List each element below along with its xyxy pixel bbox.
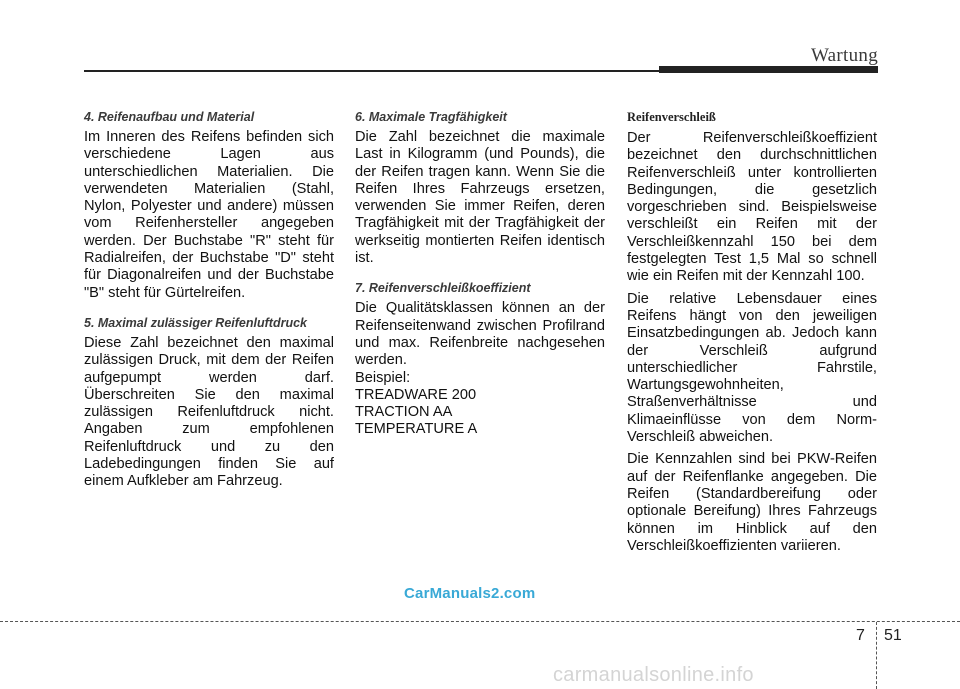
page-number: 51 (884, 627, 902, 644)
chapter-number: 7 (856, 627, 865, 644)
watermark-link[interactable]: CarManuals2.com (404, 585, 536, 602)
section-paragraph-7: Die Qualitätsklassen können an der Reifenseitenwand zwischen Profilrand und max. Reifenbreite nachgesehen werden. (355, 300, 605, 369)
footer-dashed-rule (0, 621, 960, 622)
example-temperature: TEMPERATURE A (355, 421, 478, 438)
section-paragraph-4: Im Inneren des Reifens befinden sich verschiedene Lagen aus unterschiedlichen Materialien. Die verwendeten Materialien (Stahl, Nylon, Polyester und andere) müssen vom Reifenhersteller angegeben werden. Der Buchstabe "R" steht für Radialreifen, der Buchstabe "D" steht für Diagonalreifen und der Buchstabe "B" steht für Gürtelreifen. (84, 129, 334, 301)
example-traction: TRACTION AA (355, 404, 453, 421)
example-label: Beispiel: (355, 369, 411, 386)
column-3 (627, 110, 877, 560)
wear-paragraph-2: Die relative Lebensdauer eines Reifens hängt von den jeweiligen Einsatzbedingungen ab. Jedoch kann der Verschleiß aufgrund unterschiedlicher Fahrstile, Wartungsgewohnheiten, Straßenverhältnisse und Klimaeinflüsse von dem Norm-Verschleiß abweichen. (627, 290, 877, 446)
section-paragraph-5: Diese Zahl bezeichnet den maximal zulässigen Druck, mit dem der Reifen aufgepumpt werden darf. Überschreiten Sie den maximal zulässigen Reifenluftdruck nicht. Angaben zum empfohlenen Reifenluftdruck und zu den Ladebedingungen finden Sie auf einem Aufkleber am Fahrzeug. (84, 334, 334, 490)
header-rule-thick (659, 66, 878, 73)
site-watermark: carmanualsonline.info (553, 664, 754, 686)
wear-paragraph-1: Der Reifenverschleißkoeffizient bezeichnet den durchschnittlichen Reifenverschleiß unter kontrollierten Bedingungen, die gesetzlich vorgeschrieben sind. Beispielsweise verschleißt ein Reifen mit der Verschleißkennzahl 150 bei dem festgelegten Test 1,5 Mal so schnell wie ein Reifen mit der Kennzahl 100. (627, 130, 877, 285)
header-rule (84, 70, 659, 72)
wear-paragraph-3: Die Kennzahlen sind bei PKW-Reifen auf der Reifenflanke angegeben. Die Reifen (Standardbereifung oder optionale Bereifung) Ihres Fahrzeugs können im Hinblick auf den Verschleißkoeffizienten variieren. (627, 451, 877, 554)
section-heading-4: 4. Reifenaufbau und Material (84, 110, 255, 124)
section-heading-5: 5. Maximal zulässiger Reifenluftdruck (84, 315, 307, 330)
section-heading-7: 7. Reifenverschleißkoeffizient (355, 281, 531, 296)
page-header-title: Wartung (810, 45, 878, 66)
section-paragraph-6: Die Zahl bezeichnet die maximale Last in Kilogramm (und Pounds), die der Reifen tragen kann. Wenn Sie die Reifen Ihres Fahrzeugs ersetzen, verwenden Sie immer Reifen, deren Tragfähigkeit mit der Tragfähigkeit der werkseitig montierten Reifen identisch ist. (355, 129, 605, 267)
footer-vertical-divider (876, 622, 877, 689)
column-1 (84, 110, 334, 496)
section-heading-reifenverschleiss: Reifenverschleiß (627, 110, 716, 124)
column-2 (355, 110, 605, 439)
example-treadware: TREADWARE 200 (355, 386, 477, 403)
section-heading-6: 6. Maximale Tragfähigkeit (355, 110, 507, 124)
